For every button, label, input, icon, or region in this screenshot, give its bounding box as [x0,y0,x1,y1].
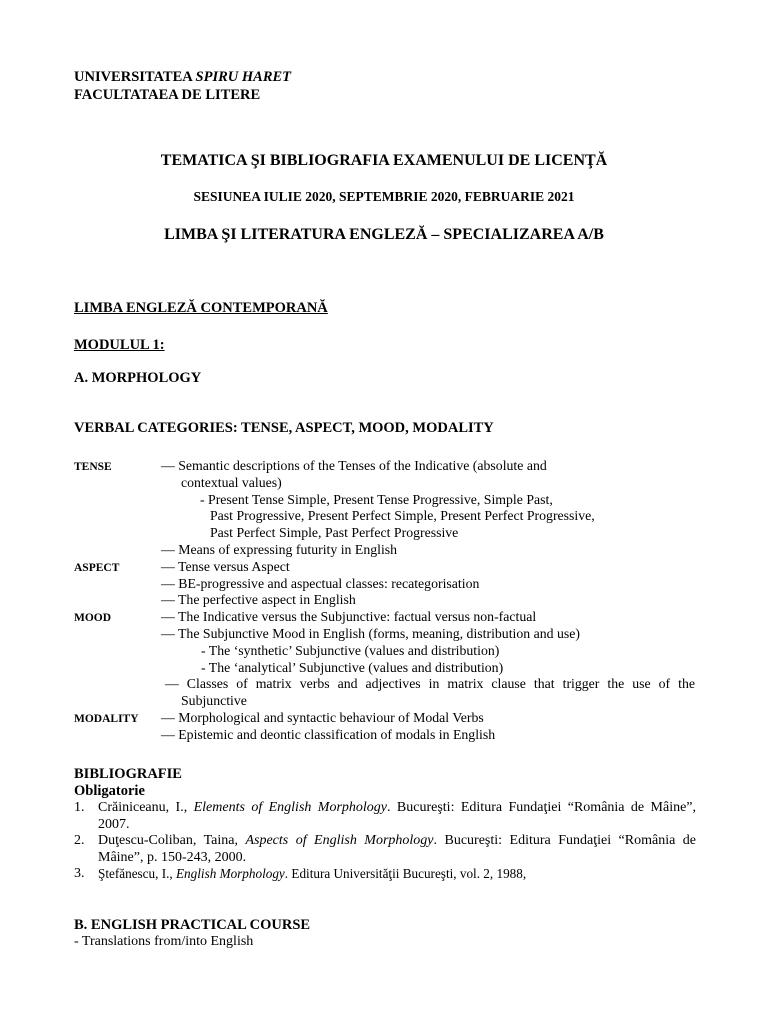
topic-line: — Classes of matrix verbs and adjectives in matrix clause that trigger the use of the [165,676,695,692]
list-item [74,833,696,866]
bibliography-subheading: Obligatorie [74,783,145,799]
topic-line: Past Perfect Simple, Past Perfect Progressive [210,525,459,541]
topic-line: — The Indicative versus the Subjunctive: factual versus non-factual [161,609,537,625]
topic-row [74,676,704,693]
item-number: 2. [74,833,85,849]
program-line: LIMBA ŞI LITERATURA ENGLEZĂ – SPECIALIZAREA A/B [164,226,604,243]
topic-line: - Present Tense Simple, Present Tense Progressive, Simple Past, [200,491,553,507]
item-title: Elements of English Morphology [193,800,388,815]
list-item [74,866,696,883]
label-tense: TENSE [74,461,112,473]
topic-row [74,508,704,525]
topic-row [74,727,704,744]
topic-row [74,643,704,660]
topic-line: - The ‘synthetic’ Subjunctive (values and distribution) [201,642,500,658]
university-name: SPIRU HARET [195,69,292,85]
topics-table [74,458,704,744]
topic-row [74,609,704,626]
university-line [74,68,291,86]
item-title: Aspects of English Morphology [245,833,434,849]
item-publisher: . Editura Universităţii Bucureşti, vol. 2, 1988, [284,866,527,882]
topic-line: — BE-progressive and aspectual classes: recategorisation [161,575,480,591]
item-author: Ştefănescu, I., [98,866,176,882]
session-line: SESIUNEA IULIE 2020, SEPTEMBRIE 2020, FEBRUARIE 2021 [193,189,575,204]
topic-line: — Morphological and syntactic behaviour of Modal Verbs [161,709,484,725]
topic-line: — Epistemic and deontic classification of modals in English [161,726,496,742]
topic-row [74,660,704,677]
topic-row [74,559,704,576]
topic-row [74,693,704,710]
item-author: Crăiniceanu, I., [98,800,194,815]
topic-row [74,458,704,475]
topic-row [74,576,704,593]
topic-line: — The perfective aspect in English [161,592,356,608]
topic-row [74,710,704,727]
verbal-categories-heading: VERBAL CATEGORIES: TENSE, ASPECT, MOOD, MODALITY [74,420,494,436]
practical-course-item: - Translations from/into English [74,934,254,949]
label-mood: MOOD [74,612,112,625]
item-number: 1. [74,800,85,815]
module-heading: MODULUL 1: [74,337,165,353]
bibliography-list [74,800,696,883]
item-title: English Morphology [176,866,285,882]
document-title: TEMATICA ŞI BIBLIOGRAFIA EXAMENULUI DE LICENŢĂ [160,152,608,169]
item-publisher: . Bucureşti: Editura Fundaţiei “România de Mâine”, p. 150-243, 2000. [98,833,696,865]
label-modality: MODALITY [74,712,139,725]
topic-row [74,475,704,492]
section-contemporary: LIMBA ENGLEZĂ CONTEMPORANĂ [74,300,328,316]
bibliography-heading: BIBLIOGRAFIE [74,766,182,782]
topic-line: — Semantic descriptions of the Tenses of the Indicative (absolute and [161,458,547,473]
topic-line: — The Subjunctive Mood in English (forms, meaning, distribution and use) [161,625,580,641]
item-author: Duţescu-Coliban, Taina, [98,833,246,849]
topic-line: Past Progressive, Present Perfect Simple, Present Perfect Progressive, [210,508,595,524]
topic-row [74,542,704,559]
topic-row [74,492,704,509]
morphology-heading: A. MORPHOLOGY [74,370,202,386]
topic-line: — Means of expressing futurity in English [161,541,398,557]
practical-course-heading: B. ENGLISH PRACTICAL COURSE [74,917,311,933]
topic-row [74,525,704,542]
university-prefix: UNIVERSITATEA [74,69,196,85]
topic-row [74,592,704,609]
faculty-line: FACULTATAEA DE LITERE [74,87,261,103]
item-number: 3. [74,866,85,882]
bibliography [74,766,696,883]
topic-row [74,626,704,643]
label-aspect: ASPECT [74,561,120,574]
topic-line: Subjunctive [181,693,247,709]
list-item [74,800,696,833]
topic-line: — Tense versus Aspect [161,558,290,574]
item-publisher: . Bucureşti: Editura Fundaţiei “România de Mâine”, 2007. [98,800,697,832]
topic-line: contextual values) [181,474,282,490]
topic-line: - The ‘analytical’ Subjunctive (values and distribution) [201,659,504,675]
